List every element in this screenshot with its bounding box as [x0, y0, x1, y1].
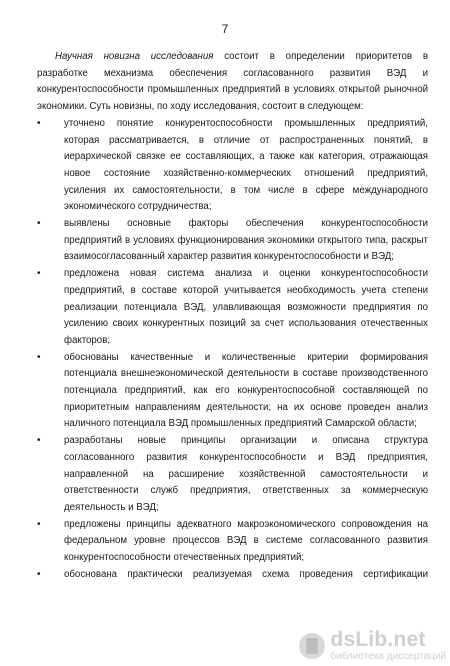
- list-item: [37, 216, 428, 266]
- list-line: усиления их самостоятельности, в том числе в сфере международного: [64, 184, 428, 196]
- intro-line-2: разработке механизма обеспечения согласованного развития ВЭД и: [37, 67, 428, 79]
- bullet-icon: •: [37, 435, 41, 447]
- list-line: обоснована практически реализуемая схема проведения сертификации: [64, 568, 428, 580]
- list-line: федеральном уровне процессов ВЭД в системе согласованного развития: [64, 535, 428, 547]
- list-item: [37, 266, 428, 350]
- list-line: потенциала внешнеэкономической деятельности в составе производственного: [64, 368, 428, 380]
- scientific-novelty-term: Научная новизна исследования: [55, 51, 214, 62]
- list-line: согласованного развития конкурентоспособности и ВЭД предприятия,: [64, 451, 428, 463]
- page-number: 7: [221, 24, 229, 36]
- list-line: взаимосогласованный характер развития конкурентоспособности и ВЭД;: [64, 251, 395, 263]
- document-body: [37, 49, 428, 584]
- list-line: предложены принципы адекватного макроэкономического сопровождения на: [64, 518, 428, 530]
- list-line: уточнено понятие конкурентоспособности промышленных предприятий,: [64, 117, 428, 129]
- list-line: новое состояние хозяйственно-коммерческих отношений предприятий,: [64, 167, 428, 179]
- list-item: [37, 517, 428, 567]
- list-item: [37, 350, 428, 434]
- bullet-icon: •: [37, 518, 41, 530]
- list-line: предприятий в условиях функционирования экономики открытого типа, раскрыт: [64, 234, 428, 246]
- list-line: экономического сотрудничества;: [64, 201, 212, 213]
- list-line: деятельность и ВЭД;: [64, 501, 159, 513]
- list-line: предложена новая система анализа и оценки конкурентоспособности: [64, 268, 428, 280]
- list-item: [37, 567, 428, 584]
- list-line: усилению своих конкурентных позиций за счет использования отечественных: [64, 318, 428, 330]
- list-line: иерархической связке ее составляющих, а также как категория, отражающая: [64, 151, 428, 163]
- intro-line-1-rest: состоит в определении приоритетов в: [213, 51, 429, 62]
- bullet-icon: •: [37, 218, 41, 230]
- list-line: конкурентоспособности отечественных предприятий;: [64, 552, 305, 564]
- list-line: предприятий, в составе которой учитывается необходимость учета степени: [64, 284, 428, 296]
- list-line: факторов;: [64, 334, 111, 346]
- book-icon: [299, 633, 325, 659]
- intro-line-4: экономики. Суть новизны, по ходу исследования, состоит в следующем:: [37, 101, 364, 113]
- bullet-icon: •: [37, 351, 41, 363]
- bullet-icon: •: [37, 568, 41, 580]
- list-line: обоснованы качественные и количественные критерии формирования: [64, 351, 428, 363]
- watermark-subtitle: библиотека диссертаций: [330, 651, 446, 662]
- list-line: приоритетным направлениям деятельности; на их основе проведен анализ: [64, 401, 428, 413]
- list-line: направленной на расширение хозяйственной самостоятельности и: [64, 468, 428, 480]
- list-line: которая рассматривается, в отличие от распространенных понятий, в: [64, 134, 428, 146]
- watermark-brand: dsLib.net: [330, 628, 426, 651]
- list-line: ответственности служб предприятия, ответственных за коммерческую: [64, 485, 428, 497]
- list-item: [37, 116, 428, 216]
- list-item: [37, 433, 428, 517]
- list-line: наличного потенциала ВЭД промышленных предприятий Самарской области;: [64, 418, 417, 430]
- bullet-icon: •: [37, 268, 41, 280]
- site-watermark: [299, 629, 446, 662]
- intro-line-1: [37, 49, 428, 66]
- list-line: выявлены основные факторы обеспечения конкурентоспособности: [64, 218, 428, 230]
- bullet-icon: •: [37, 117, 41, 129]
- list-line: потенциала предприятий, как его конкурентоспособной составляющей по: [64, 385, 428, 397]
- intro-line-3: конкурентоспособности промышленных предприятий в условиях открытой рыночной: [37, 84, 428, 96]
- list-line: разработаны новые принципы организации и описана структура: [64, 435, 428, 447]
- list-line: реализации потенциала ВЭД, улавливающая возможности предприятия по: [64, 301, 428, 313]
